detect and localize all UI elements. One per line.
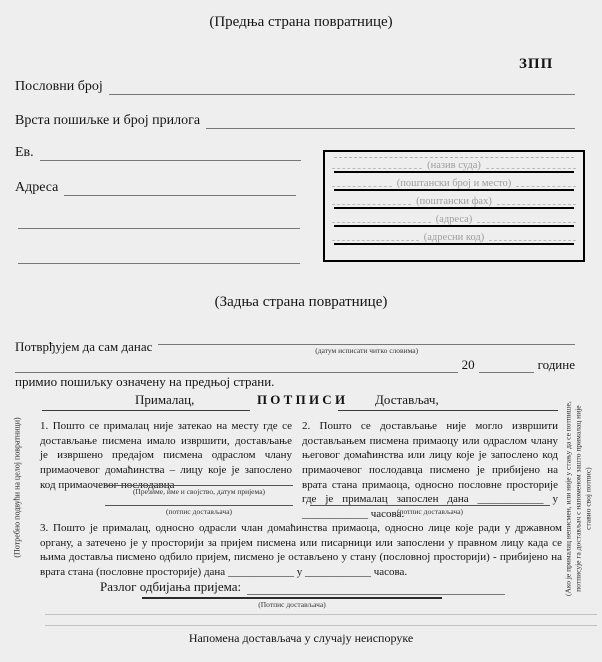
ev-row <box>15 145 301 161</box>
hint-dash <box>477 222 576 223</box>
footer-separator-line-2 <box>45 625 597 626</box>
hint-dash <box>489 240 576 241</box>
right-margin-note-line-1: (Ако је прималац неписмен, или није у стању да се потпише, <box>563 401 573 596</box>
hint-dash <box>516 186 576 187</box>
deliverer-sign-caption-right: (потпис достављача) <box>396 507 464 516</box>
deliverer-sign-caption-block-right <box>310 505 550 516</box>
left-margin-note: (Потребно подвући на целој повратници) <box>12 417 22 558</box>
right-margin-note-line-3: ставио свој потпис) <box>582 467 592 530</box>
date-field[interactable] <box>158 330 575 345</box>
court-name-hint: (назив суда) <box>427 160 481 171</box>
clause-2-paragraph: 2. Пошто се достављање није могло извршити достављањем писмена примаоцу или одраслом члану његовог домаћинства или лицу које је запослено код примаочевог послодавца писмено је прибијено на врата стана примаоца, односно пословне просторије где је прималац запослен дана ____________ у ____________ часова. <box>302 420 558 520</box>
hint-dash <box>332 186 392 187</box>
recipient-name-caption: (Презиме, име и својство, датум пријема) <box>132 487 266 496</box>
address-code-row <box>332 230 576 243</box>
year-prefix: 20 <box>461 357 475 372</box>
received-statement: примио пошиљку означену на предњој страни. <box>15 374 275 389</box>
court-name-row <box>332 158 576 171</box>
footer-separator-line-1 <box>45 614 597 615</box>
zpp-label: ЗПП <box>519 56 554 72</box>
address-row <box>15 180 296 196</box>
confirm-label: Потврђујем да сам данас <box>15 339 153 354</box>
right-margin-note-line-2: потписује га достављач с напоменом зашто прималац није <box>573 405 583 592</box>
final-signature-caption: (Потпис достављача) <box>258 600 326 609</box>
recipient-name-line[interactable] <box>105 485 293 486</box>
postal-code-city-write-line[interactable] <box>334 189 574 191</box>
deliverer-label: Достављач, <box>375 392 439 407</box>
address-field[interactable] <box>64 180 296 196</box>
address-extra-line-2[interactable] <box>18 263 300 264</box>
box-address-hint: (адреса) <box>435 214 473 225</box>
ev-label: Ев. <box>15 145 34 160</box>
date-hint: (датум исписати читко словима) <box>315 346 419 355</box>
hint-dash <box>497 204 576 205</box>
po-box-hint: (поштански фах) <box>416 196 492 207</box>
recipient-name-caption-block <box>105 485 293 496</box>
recipient-label: Прималац, <box>135 392 195 407</box>
deliverer-signature-line[interactable] <box>338 410 558 411</box>
hint-dash <box>486 168 576 169</box>
year-row <box>15 357 575 373</box>
court-name-write-line[interactable] <box>334 171 574 173</box>
address-extra-line-1[interactable] <box>18 228 300 229</box>
box-address-row <box>332 212 576 225</box>
refusal-reason-label: Разлог одбијања пријема: <box>100 579 242 594</box>
shipment-type-row <box>15 113 575 129</box>
signatures-title: П О Т П И С И <box>256 392 346 407</box>
hint-dash <box>332 222 431 223</box>
business-number-label: Пословни број <box>15 79 103 94</box>
court-address-box <box>323 150 585 262</box>
refusal-reason-field[interactable] <box>247 579 505 595</box>
front-side-title: (Предња страна повратнице) <box>209 14 393 30</box>
year-suffix: године <box>537 357 575 372</box>
box-address-write-line[interactable] <box>334 225 574 227</box>
right-margin-note <box>563 386 592 612</box>
postal-code-city-hint: (поштански број и место) <box>396 178 512 189</box>
address-label: Адреса <box>15 180 59 195</box>
refusal-reason-row <box>100 579 505 595</box>
shipment-type-label: Врста пошиљке и број прилога <box>15 113 201 128</box>
business-number-row <box>15 79 575 95</box>
ev-field[interactable] <box>40 145 301 161</box>
shipment-type-field[interactable] <box>206 113 575 129</box>
deliverer-sign-line-right[interactable] <box>310 505 550 506</box>
confirm-date-row <box>15 330 575 355</box>
hint-dash <box>332 168 422 169</box>
final-signature-line[interactable] <box>142 597 442 599</box>
po-box-write-line[interactable] <box>334 207 574 209</box>
year-field[interactable] <box>479 358 534 373</box>
address-code-write-line[interactable] <box>334 243 574 245</box>
deliverer-sign-caption-left: (потпис достављача) <box>165 507 233 516</box>
hint-dash <box>332 204 411 205</box>
deliverer-sign-line-left[interactable] <box>105 505 293 506</box>
recipient-signature-line[interactable] <box>42 410 250 411</box>
final-signature-block <box>142 597 442 609</box>
date-field-wrap <box>158 330 575 355</box>
po-box-row <box>332 194 576 207</box>
clause-3-paragraph: 3. Пошто је прималац, односно одрасли члан домаћинства примаоца, односно лице које ради у државном органу, а затечено је у просторији за пријем писмена или писарници или запослени у правном лицу када се њима доставља писмено одбило пријем, писмено је остављено у стану (пословној просторији) - прибијено на врата стана (пословне просторије) дана ____________ у ____________ часова. <box>40 522 562 578</box>
address-code-hint: (адресни код) <box>423 232 485 243</box>
date-continuation-field[interactable] <box>15 357 458 373</box>
non-delivery-note: Напомена достављача у случају неиспоруке <box>188 631 414 645</box>
back-side-title: (Задња страна повратнице) <box>214 294 388 310</box>
business-number-field[interactable] <box>109 79 575 95</box>
deliverer-sign-caption-block-left <box>105 505 293 516</box>
clause-1-paragraph: 1. Пошто се прималац није затекао на месту где се достављање писмена имало извршити, достављање је извршено предајом писмена одраслом члану примаочевог домаћинства – лицу које је запослено код примаочевог послодавца <box>40 420 292 491</box>
hint-dash <box>332 240 419 241</box>
postal-code-city-row <box>332 176 576 189</box>
